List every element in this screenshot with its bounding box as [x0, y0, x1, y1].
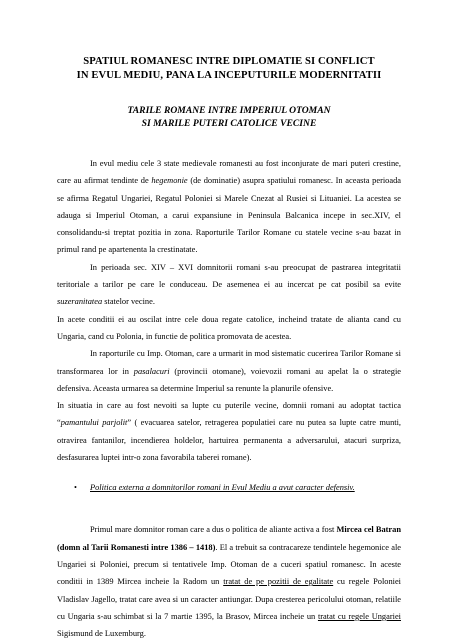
section-subtitle [57, 105, 401, 130]
text-run: ” ( evacuarea satelor, retragerea populatiei care nu putea sa lupte catre munti, otravirea fantanilor, incendierea holdelor, hartuirea permanenta a adversarului, atacuri surpriza, desfasurarea luptei intr-o zona favorabila taberei romane). [57, 418, 401, 463]
text-run: . El a trebuit sa contracareze tendintele hegemonice ale Ungariei si Poloniei, precum si tentativele Imp. Otoman de a cuceri spatiul romanesc. In aceste conditii in 1389 Mircea incheie la Radom un [57, 542, 401, 587]
text-run: In evul mediu cele 3 state medievale romanesti au fost inconjurate de mari puteri crestine, care au afirmat tendinte de [57, 159, 401, 186]
title-line-1: SPATIUL ROMANESC INTRE DIPLOMATIE SI CONFLICT [83, 56, 375, 67]
emphasis-mircea-cel-batran: Mircea cel Batran (domn al Tarii Romanesti intre 1386 – 1418) [57, 525, 401, 552]
paragraph-intro [57, 155, 401, 259]
subtitle-line-1: TARILE ROMANE INTRE IMPERIUL OTOMAN [127, 105, 331, 116]
text-run: In perioada sec. XIV – XVI domnitorii romani s-au preocupat de pastrarea integritatii teritoriale a tarilor pe care le conduceau. De asemenea ei au incercat pe cat posibil sa evite [57, 262, 401, 290]
emphasis-pamantului-parjolit: pamantului parjolit [60, 418, 128, 428]
paragraph-mircea [57, 521, 401, 642]
emphasis-suzeranitatea: suzeranitatea [57, 297, 103, 307]
text-run: In raporturile cu Imp. Otoman, care a urmarit in mod sistematic cucerirea Tarilor Romane si transformarea lor in [57, 349, 401, 376]
bullet-item [74, 479, 401, 496]
paragraph-sec-xiv-xvi [57, 259, 401, 311]
text-run: cu regele Poloniei Vladislav Jagello, tratat care avea si un caracter antiungar. Dupa cresterea pericolului otoman, relatiile cu Ungaria s-au schimbat si la 7 martie 1395, la Brasov, Mircea incheie un [57, 577, 402, 621]
subtitle-line-2: SI MARILE PUTERI CATOLICE VECINE [141, 117, 317, 129]
emphasis-hegemonie: hegemonie [151, 176, 188, 186]
document-title [57, 0, 401, 83]
title-line-2: IN EVUL MEDIU, PANA LA INCEPUTURILE MODERNITATII [76, 70, 382, 81]
text-run: In situatia in care au fost nevoiti sa lupte cu puterile vecine, domnii romani au adoptat tactica “ [57, 401, 401, 428]
text-run: Primul mare domnitor roman care a dus o politica de aliante activa a fost [90, 525, 337, 535]
paragraph-conditions: In acete conditii ei au oscilat intre cele doua regate catolice, incheind tratate de alianta cand cu Ungaria, cand cu Polonia, in functie de politica promovata de acestea. [57, 314, 401, 341]
paragraph-scorched-earth [57, 397, 401, 466]
bullet-icon: • [74, 483, 77, 493]
emphasis-pasalacuri: pasalacuri [133, 366, 170, 376]
text-run: (de dominatie) asupra spatiului romanesc. In aceasta perioada se afirma Regatul Ungariei, Regatul Poloniei si Marele Cnezat al Rusiei si Lituaniei. La acestea se adauga si Imperiul Otoman, a carui expansiune in Peninsula Balcanica incepe in sec.XIV, el consolidandu-si treptat pozitia in zona. Raporturile Tarilor Romane cu statele vecine s-au bazat in primul rand pe apartenenta la crestinatate. [57, 176, 401, 255]
paragraph-ottoman-relations [57, 345, 401, 397]
underline-tratat-ungariei: tratat cu regele Ungariei [317, 611, 401, 621]
text-run: statelor vecine. [102, 297, 155, 307]
bullet-text: Politica externa a domnitorilor romani in Evul Mediu a avut caracter defensiv. [90, 483, 355, 493]
text-run: Sigismund de Luxemburg. [57, 629, 146, 639]
underline-tratat-egalitate: tratat de pe pozitii de egalitate [223, 577, 334, 587]
text-run: (provincii otomane), voievozii romani au apelat la o strategie defensiva. Aceasta urmarea sa determine Imperiul sa renunte la planurile ofensive. [57, 366, 401, 393]
